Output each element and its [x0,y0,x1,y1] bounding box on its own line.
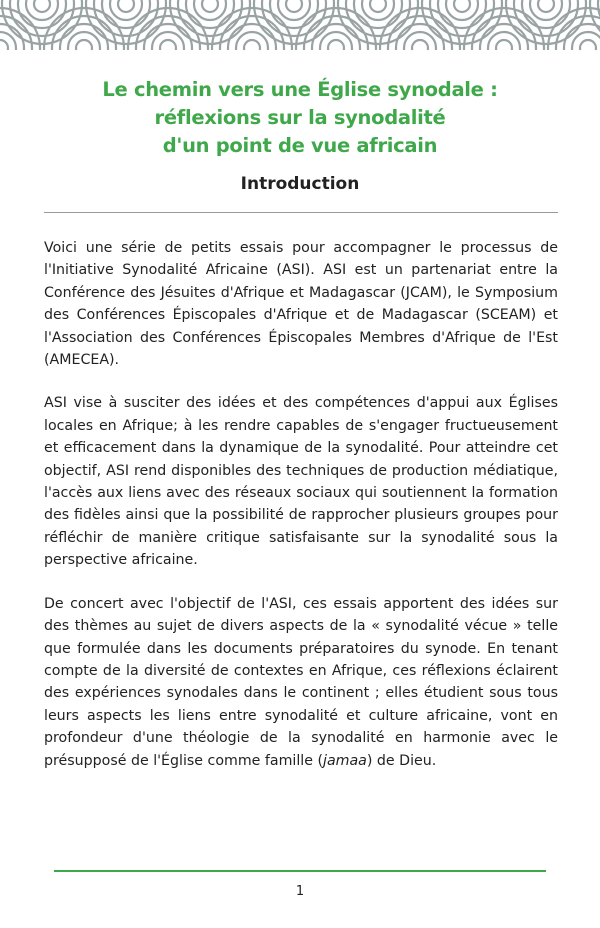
header-arc [496,40,512,50]
header-arc [44,8,124,50]
header-arc [0,40,8,50]
header-arc [278,0,310,20]
header-arc [10,0,74,36]
paragraph-3 [44,593,558,772]
header-arc [212,8,292,50]
header-arc [118,0,134,12]
header-arc [530,0,562,20]
body-text [44,237,558,793]
header-arc [178,0,242,36]
header-arc [430,0,494,36]
header-arc [34,0,50,12]
header-arc [2,0,82,44]
document-title [40,76,560,160]
header-arc [202,0,218,12]
header-arc [128,8,208,50]
paragraph-2: ASI vise à susciter des idées et des compétences d'appui aux Églises locales en Afrique; à les rendre capables de s'engager fructueusement et efficacement dans la dynamique de la synodalité. Pour atteindre cet objectif, ASI rend disponibles des techniques de production médiatique, l'accès aux liens avec des réseaux sociaux qui soutiennent la formation des fidèles ainsi que la possibilité de rapprocher plusieurs groupes pour réfléchir de manière critique satisfaisante sur la synodalité sous la perspective africaine. [44,395,558,569]
header-arc [362,0,394,20]
page-number: 1 [295,884,305,899]
header-arc-pattern [0,0,600,50]
header-arc [580,40,596,50]
header-arc [76,40,92,50]
header-arc [254,0,334,44]
header-arc [370,0,386,12]
header-arc [296,8,376,50]
title-line-2: réflexions sur la synodalité [154,106,446,129]
header-arc [94,0,158,36]
title-line-1: Le chemin vers une Église synodale : [102,78,498,101]
title-line-3: d'un point de vue africain [162,134,438,157]
header-arc [160,40,176,50]
header-arc [446,0,478,20]
paragraph-1: Voici une série de petits essais pour accompagner le processus de l'Initiative Synodalité Africaine (ASI). ASI est un partenariat entre la Conférence des Jésuites d'Afrique et Madagascar (JCAM), le Symposium des Conférences Épiscopales d'Afrique et de Madagascar (SCEAM) et l'Association des Conférences Épiscopales Membres d'Afrique de l'Est (AMECEA). [44,240,558,369]
header-arc [454,0,470,12]
header-arc [538,0,554,12]
paragraph-3-italic-term: jamaa [323,752,367,769]
footer-divider [54,870,546,872]
header-arc [170,0,250,44]
header-arc [194,0,226,20]
header-arc [412,40,428,50]
header-arc [380,8,460,50]
header-arc [514,0,578,36]
header-arc [244,40,260,50]
heading-divider [44,212,558,213]
paragraph-3-text-b: ) de Dieu. [366,752,437,769]
header-arc [26,0,58,20]
header-arc [464,8,544,50]
header-arc [338,0,418,44]
header-arc [328,40,344,50]
header-arc [286,0,302,12]
header-arc [422,0,502,44]
header-arc [86,0,166,44]
header-arc [506,0,586,44]
header-arc [262,0,326,36]
paragraph-3-text-a: De concert avec l'objectif de l'ASI, ces essais apportent des idées sur des thèmes au sujet de divers aspects de la « synodalité vécue » telle que formulée dans les documents préparatoires du synode. En tenant compte de la diversité de contextes en Afrique, ces réflexions éclairent des expériences synodales dans le continent ; elles étudient sous tous leurs aspects les liens entre synodalité et culture africaine, vont en profondeur d'une théologie de la synodalité en harmonie avec le présupposé de l'Église comme famille ( [44,595,558,769]
header-arc [110,0,142,20]
header-arc [346,0,410,36]
section-heading: Introduction [240,174,360,194]
